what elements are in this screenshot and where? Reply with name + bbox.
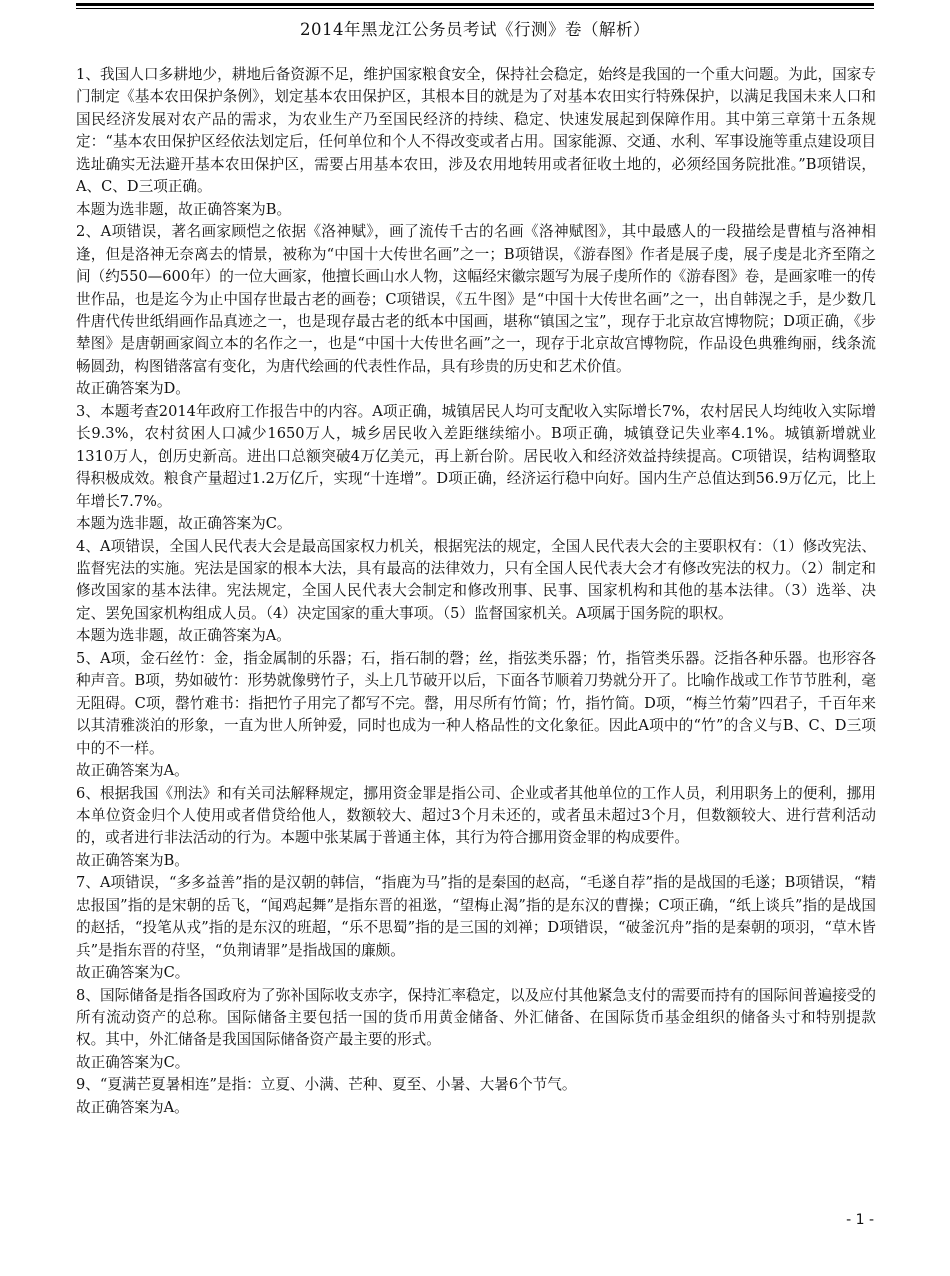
question-explanation: 5、A项，金石丝竹：金，指金属制的乐器；石，指石制的磬；丝，指弦类乐器；竹，指管类乐器。泛指各种乐器。也形容各种声音。B项，势如破竹：形势就像劈竹子，头上几节破开以后，下面各节顺着刀势就分开了。比喻作战或工作节节胜利，毫无阻碍。C项，罄竹难书：指把竹子用完了都写不完。罄，用尽所有竹简；竹，指竹简。D项，“梅兰竹菊”四君子，千百年来以其清雅淡泊的形象，一直为世人所钟爱，同时也成为一种人格品性的文化象征。因此A项中的“竹”的含义与B、C、D三项中的不一样。 [76,649,876,757]
answer-line: 本题为选非题，故正确答案为C。 [76,515,292,533]
answer-line: 故正确答案为D。 [76,380,190,398]
document-body [76,64,876,1119]
answer-line: 故正确答案为A。 [76,762,189,780]
header-rule-thin [76,8,874,9]
question-explanation: 4、A项错误，全国人民代表大会是最高国家权力机关，根据宪法的规定，全国人民代表大会的主要职权有：（1）修改宪法、监督宪法的实施。宪法是国家的根本大法，具有最高的法律效力，只有全国人民代表大会才有修改宪法的权力。（2）制定和修改国家的基本法律。宪法规定，全国人民代表大会制定和修改刑事、民事、国家机构和其他的基本法律。（3）选举、决定、罢免国家机构组成人员。（4）决定国家的重大事项。（5）监督国家机关。A项属于国务院的职权。 [76,537,876,622]
page-title: 2014年黑龙江公务员考试《行测》卷（解析） [300,20,650,39]
answer-line: 故正确答案为C。 [76,964,190,982]
answer-line: 本题为选非题，故正确答案为B。 [76,200,292,218]
answer-line: 故正确答案为B。 [76,851,189,869]
question-explanation: 6、根据我国《刑法》和有关司法解释规定，挪用资金罪是指公司、企业或者其他单位的工作人员，利用职务上的便利，挪用本单位资金归个人使用或者借贷给他人，数额较大、超过3个月未还的，或者虽未超过3个月，但数额较大、进行营利活动的，或者进行非法活动的行为。本题中张某属于普通主体，其行为符合挪用资金罪的构成要件。 [76,784,876,847]
question-explanation: 7、A项错误，“多多益善”指的是汉朝的韩信，“指鹿为马”指的是秦国的赵高，“毛遂自荐”指的是战国的毛遂；B项错误，“精忠报国”指的是宋朝的岳飞，“闻鸡起舞”是指东晋的祖逖，“望梅止渴”指的是东汉的曹操；C项正确，“纸上谈兵”指的是战国的赵括，“投笔从戎”指的是东汉的班超，“乐不思蜀”指的是三国的刘禅；D项错误，“破釜沉舟”指的是秦朝的项羽，“草木皆兵”是指东晋的苻坚，“负荆请罪”是指战国的廉颇。 [76,874,876,959]
header-rule [76,3,874,6]
question-explanation: 3、本题考查2014年政府工作报告中的内容。A项正确，城镇居民人均可支配收入实际增长7%，农村居民人均纯收入实际增长9.3%，农村贫困人口减少1650万人，城乡居民收入差距继续缩小。B项正确，城镇登记失业率4.1%。城镇新增就业1310万人，创历史新高。进出口总额突破4万亿美元，再上新台阶。居民收入和经济效益持续提高。C项错误，结构调整取得积极成效。粮食产量超过1.2万亿斤，实现“十连增”。D项正确，经济运行稳中向好。国内生产总值达到56.9万亿元，比上年增长7.7%。 [76,402,876,510]
answer-line: 故正确答案为A。 [76,1098,189,1116]
question-explanation: 8、国际储备是指各国政府为了弥补国际收支赤字，保持汇率稳定，以及应付其他紧急支付的需要而持有的国际间普遍接受的所有流动资产的总称。国际储备主要包括一国的货币用黄金储备、外汇储备、在国际货币基金组织的储备头寸和特别提款权。其中，外汇储备是我国国际储备资产最主要的形式。 [76,986,876,1049]
question-explanation: 9、“夏满芒夏暑相连”是指：立夏、小满、芒种、夏至、小暑、大暑6个节气。 [76,1076,577,1094]
question-explanation: 1、我国人口多耕地少，耕地后备资源不足，维护国家粮食安全，保持社会稳定，始终是我国的一个重大问题。为此，国家专门制定《基本农田保护条例》，划定基本农田保护区，其根本目的就是为了对基本农田实行特殊保护，以满足我国未来人口和国民经济发展对农产品的需求，为农业生产乃至国民经济的持续、稳定、快速发展起到保障作用。其中第三章第十五条规定：“基本农田保护区经依法划定后，任何单位和个人不得改变或者占用。国家能源、交通、水利、军事设施等重点建设项目选址确实无法避开基本农田保护区，需要占用基本农田，涉及农用地转用或者征收土地的，必须经国务院批准。”B项错误，A、C、D三项正确。 [76,66,876,196]
answer-line: 故正确答案为C。 [76,1053,190,1071]
answer-line: 本题为选非题，故正确答案为A。 [76,627,291,645]
question-explanation: 2、A项错误，著名画家顾恺之依据《洛神赋》，画了流传千古的名画《洛神赋图》，其中最感人的一段描绘是曹植与洛神相逢，但是洛神无奈离去的情景，被称为“中国十大传世名画”之一；B项错误，《游春图》作者是展子虔，展子虔是北齐至隋之间（约550—600年）的一位大画家，他擅长画山水人物，这幅经宋徽宗题写为展子虔所作的《游春图》卷，是画家唯一的传世作品，也是迄今为止中国存世最古老的画卷；C项错误，《五牛图》是“中国十大传世名画”之一，出自韩滉之手，是少数几件唐代传世纸绢画作品真迹之一，也是现存最古老的纸本中国画，堪称“镇国之宝”，现存于北京故宫博物院；D项正确，《步辇图》是唐朝画家阎立本的名作之一，也是“中国十大传世名画”之一，现存于北京故宫博物院，作品设色典雅绚丽，线条流畅圆劲，构图错落富有变化，为唐代绘画的代表性作品，具有珍贵的历史和艺术价值。 [76,223,876,375]
page-number: - 1 - [846,1212,874,1228]
